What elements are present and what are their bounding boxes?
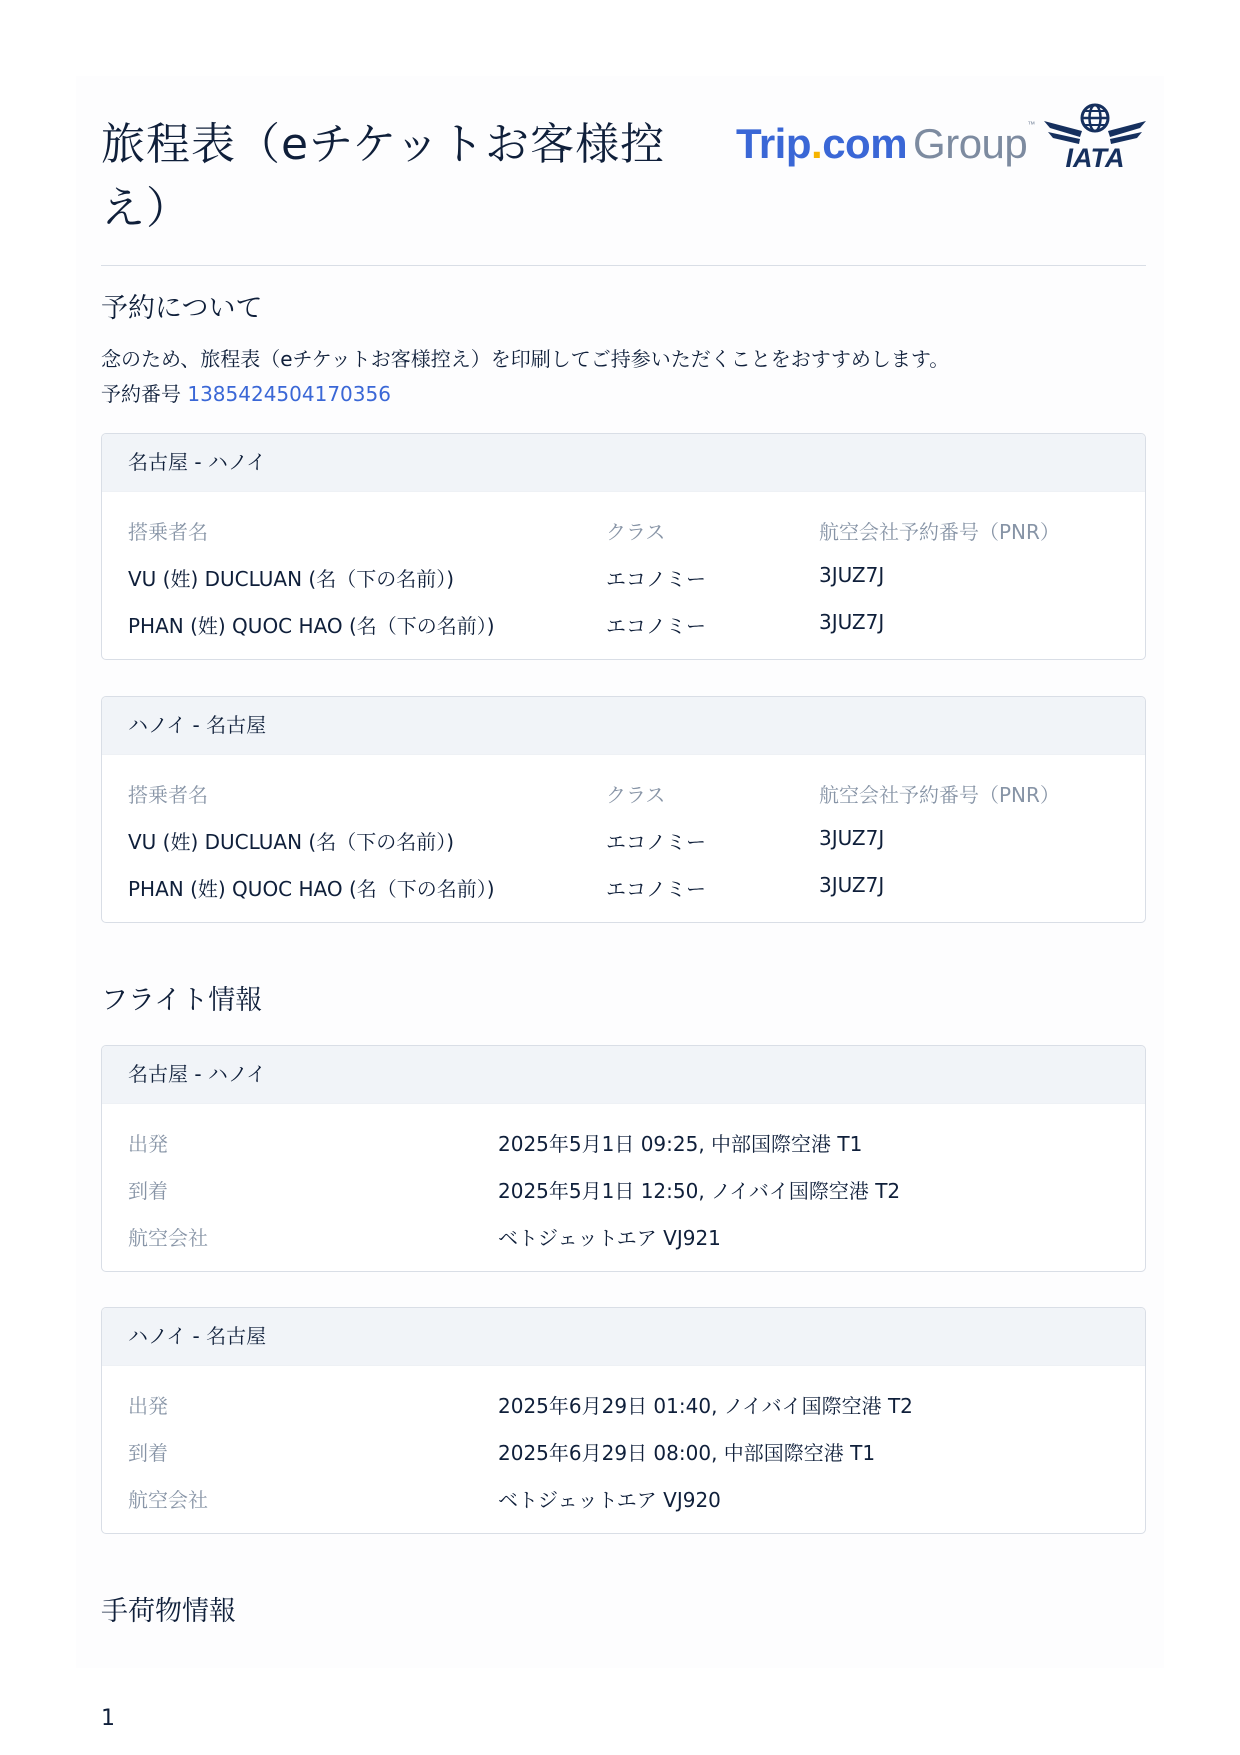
airline-value: ベトジェットエア VJ921 bbox=[498, 1226, 721, 1250]
passenger-card-return bbox=[101, 696, 1146, 923]
booking-number-label: 予約番号 bbox=[101, 382, 181, 406]
passenger-row bbox=[102, 861, 1145, 908]
flight-airline-row bbox=[102, 1210, 1145, 1257]
route-header: ハノイ - 名古屋 bbox=[102, 697, 1145, 755]
flight-arrival-row bbox=[102, 1425, 1145, 1472]
tripcom-group-logo: Trip.com Group™ bbox=[736, 120, 1035, 167]
flight-section-title: フライト情報 bbox=[101, 985, 263, 1016]
airline-label: 航空会社 bbox=[128, 1488, 208, 1512]
departure-label: 出発 bbox=[128, 1394, 168, 1418]
print-notice: 念のため、旅程表（eチケットお客様控え）を印刷してご持参いただくことをおすすめします。 bbox=[101, 347, 950, 371]
passenger-pnr: 3JUZ7J bbox=[819, 610, 885, 634]
svg-text:IATA: IATA bbox=[1065, 143, 1125, 171]
departure-value: 2025年6月29日 01:40, ノイバイ国際空港 T2 bbox=[498, 1394, 913, 1418]
passenger-class: エコノミー bbox=[606, 614, 706, 638]
passenger-pnr: 3JUZ7J bbox=[819, 563, 885, 587]
airline-value: ベトジェットエア VJ920 bbox=[498, 1488, 721, 1512]
flight-arrival-row bbox=[102, 1163, 1145, 1210]
passenger-class: エコノミー bbox=[606, 877, 706, 901]
arrival-label: 到着 bbox=[128, 1179, 168, 1203]
passenger-name: PHAN (姓) QUOC HAO (名（下の名前）) bbox=[128, 877, 495, 901]
iata-logo bbox=[1044, 101, 1146, 171]
passenger-pnr: 3JUZ7J bbox=[819, 826, 885, 850]
baggage-section-title: 手荷物情報 bbox=[101, 1596, 236, 1627]
booking-section-title: 予約について bbox=[101, 293, 263, 324]
flight-departure-row bbox=[102, 1378, 1145, 1425]
header-passenger-name: 搭乗者名 bbox=[128, 520, 208, 544]
document-header bbox=[101, 103, 1146, 266]
passenger-row bbox=[102, 598, 1145, 645]
passenger-class: エコノミー bbox=[606, 567, 706, 591]
departure-label: 出発 bbox=[128, 1132, 168, 1156]
route-header: 名古屋 - ハノイ bbox=[102, 434, 1145, 492]
flight-card-return bbox=[101, 1307, 1146, 1534]
header-passenger-name: 搭乗者名 bbox=[128, 783, 208, 807]
header-class: クラス bbox=[606, 520, 666, 544]
page-title: 旅程表（eチケットお客様控え） bbox=[101, 119, 666, 234]
airline-label: 航空会社 bbox=[128, 1226, 208, 1250]
page-number: 1 bbox=[101, 1706, 115, 1731]
arrival-label: 到着 bbox=[128, 1441, 168, 1465]
passenger-row bbox=[102, 814, 1145, 861]
flight-departure-row bbox=[102, 1116, 1145, 1163]
passenger-row bbox=[102, 551, 1145, 598]
route-header: ハノイ - 名古屋 bbox=[102, 1308, 1145, 1366]
flight-card-outbound bbox=[101, 1045, 1146, 1272]
passenger-table-header bbox=[102, 504, 1145, 551]
departure-value: 2025年5月1日 09:25, 中部国際空港 T1 bbox=[498, 1132, 863, 1156]
passenger-card-outbound bbox=[101, 433, 1146, 660]
flight-airline-row bbox=[102, 1472, 1145, 1519]
passenger-name: PHAN (姓) QUOC HAO (名（下の名前）) bbox=[128, 614, 495, 638]
passenger-name: VU (姓) DUCLUAN (名（下の名前）) bbox=[128, 830, 455, 854]
passenger-table-header bbox=[102, 767, 1145, 814]
passenger-class: エコノミー bbox=[606, 830, 706, 854]
arrival-value: 2025年5月1日 12:50, ノイバイ国際空港 T2 bbox=[498, 1179, 901, 1203]
booking-number[interactable]: 1385424504170356 bbox=[187, 382, 391, 406]
passenger-pnr: 3JUZ7J bbox=[819, 873, 885, 897]
route-header: 名古屋 - ハノイ bbox=[102, 1046, 1145, 1104]
arrival-value: 2025年6月29日 08:00, 中部国際空港 T1 bbox=[498, 1441, 876, 1465]
header-pnr: 航空会社予約番号（PNR） bbox=[819, 520, 1060, 544]
header-class: クラス bbox=[606, 783, 666, 807]
passenger-name: VU (姓) DUCLUAN (名（下の名前）) bbox=[128, 567, 455, 591]
header-pnr: 航空会社予約番号（PNR） bbox=[819, 783, 1060, 807]
booking-number-line bbox=[101, 378, 391, 407]
